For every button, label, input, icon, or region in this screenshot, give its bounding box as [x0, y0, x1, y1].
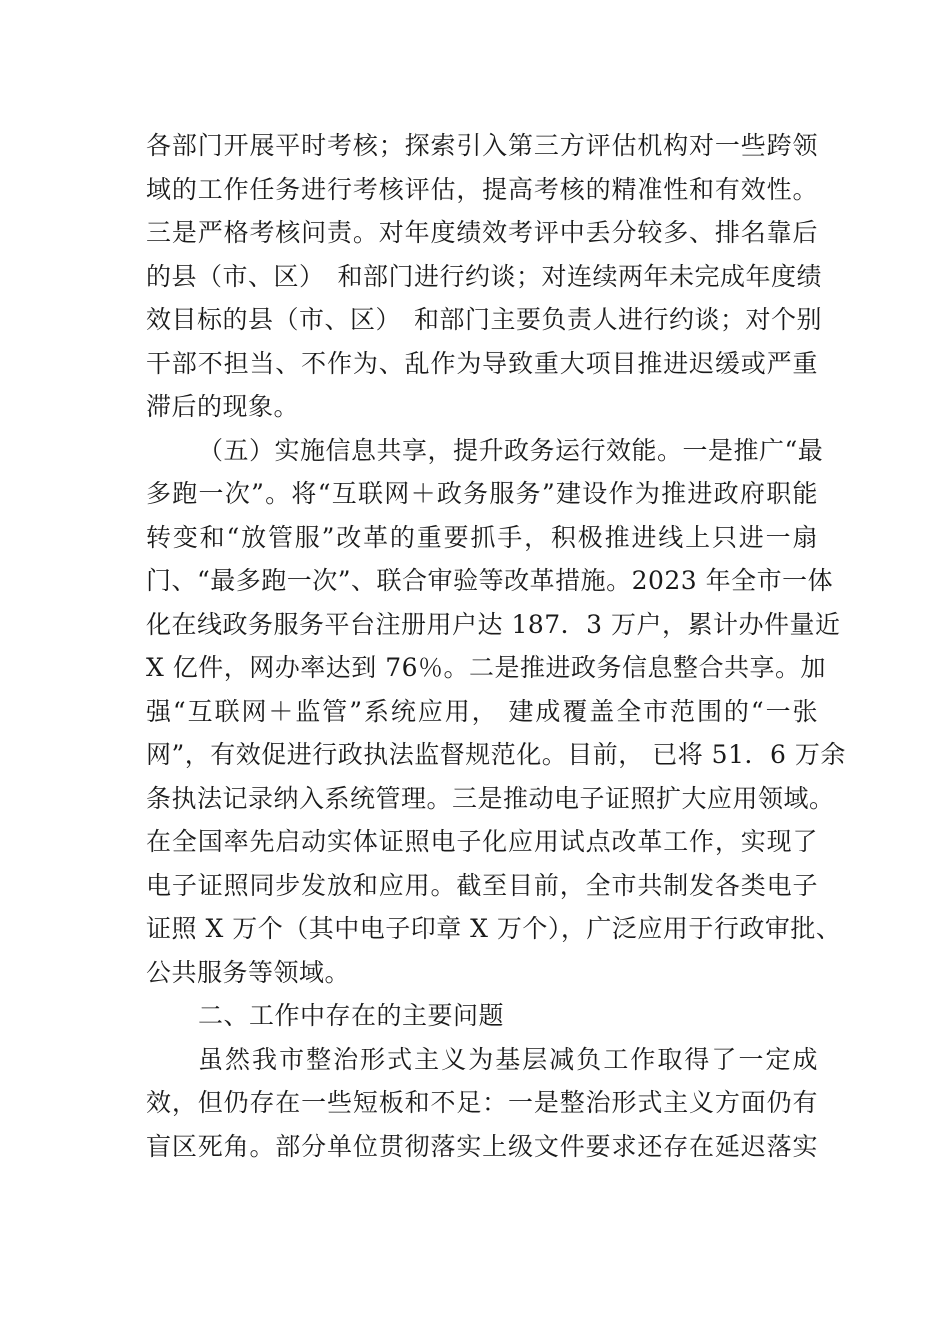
text-line: 效，但仍存在一些短板和不足：一是整治形式主义方面仍有: [146, 1088, 818, 1117]
text-line: 三是严格考核问责。对年度绩效考评中丢分较多、排名靠后: [146, 218, 818, 247]
text-line: 公共服务等领域。: [146, 957, 351, 987]
text-line: 的县（市、区） 和部门进行约谈；对连续两年未完成年度绩: [146, 261, 823, 291]
text-line: 效目标的县（市、区） 和部门主要负责人进行约谈；对个别: [146, 305, 823, 334]
text-line: 干部不担当、不作为、乱作为导致重大项目推进迟缓或严重: [146, 348, 818, 378]
text-line: 多跑一次”。将“互联网＋政务服务”建设作为推进政府职能: [146, 479, 818, 508]
text-line: 各部门开展平时考核；探索引入第三方评估机构对一些跨领: [146, 131, 818, 160]
text-line: X 亿件，网办率达到 76％。二是推进政务信息整合共享。加: [146, 653, 827, 682]
text-line: 证照 X 万个（其中电子印章 X 万个），广泛应用于行政审批、: [146, 914, 842, 943]
text-line: 域的工作任务进行考核评估，提高考核的精准性和有效性。: [146, 174, 818, 204]
text-line: 在全国率先启动实体证照电子化应用试点改革工作，实现了: [146, 827, 818, 856]
text-line: 强“互联网＋监管”系统应用， 建成覆盖全市范围的“一张: [146, 696, 818, 726]
text-line: 网”，有效促进行政执法监督规范化。目前， 已将 51．6 万余: [146, 740, 846, 769]
text-line: 门、“最多跑一次”、联合审验等改革措施。2023 年全市一体: [146, 566, 834, 595]
text-line: 虽然我市整治形式主义为基层减负工作取得了一定成: [198, 1044, 818, 1074]
document-body: [146, 124, 846, 1168]
text-line: 滞后的现象。: [146, 392, 300, 421]
text-line: 盲区死角。部分单位贯彻落实上级文件要求还存在延迟落实: [146, 1131, 818, 1161]
text-line: 转变和“放管服”改革的重要抓手，积极推进线上只进一扇: [146, 522, 818, 552]
text-line: 化在线政务服务平台注册用户达 187．3 万户，累计办件量近: [146, 609, 841, 639]
text-line: 条执法记录纳入系统管理。三是推动电子证照扩大应用领域。: [146, 783, 835, 813]
chapter-heading: 二、工作中存在的主要问题: [198, 1001, 505, 1030]
text-line: 电子证照同步发放和应用。截至目前，全市共制发各类电子: [146, 870, 818, 900]
section-heading-line: （五）实施信息共享，提升政务运行效能。一是推广“最: [198, 435, 824, 465]
